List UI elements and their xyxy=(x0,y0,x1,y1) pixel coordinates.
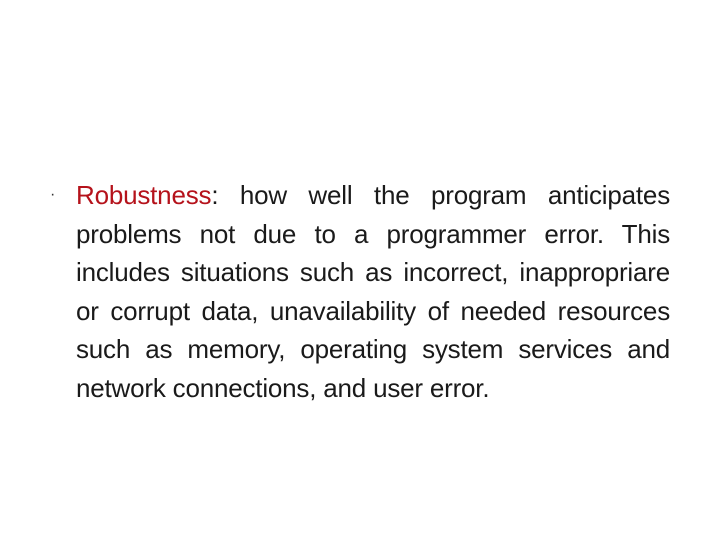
bullet-term: Robustness xyxy=(76,180,212,210)
bullet-item-robustness xyxy=(50,176,670,407)
bullet-text xyxy=(76,176,670,407)
bullet-definition: : how well the program anticipates problems not due to a programmer error. This includes situations such as incorrect, inappropriare or corrupt data, unavailability of needed resources such as memory, operating system services and network connections, and user error. xyxy=(76,180,670,403)
bullet-marker: · xyxy=(50,186,56,203)
